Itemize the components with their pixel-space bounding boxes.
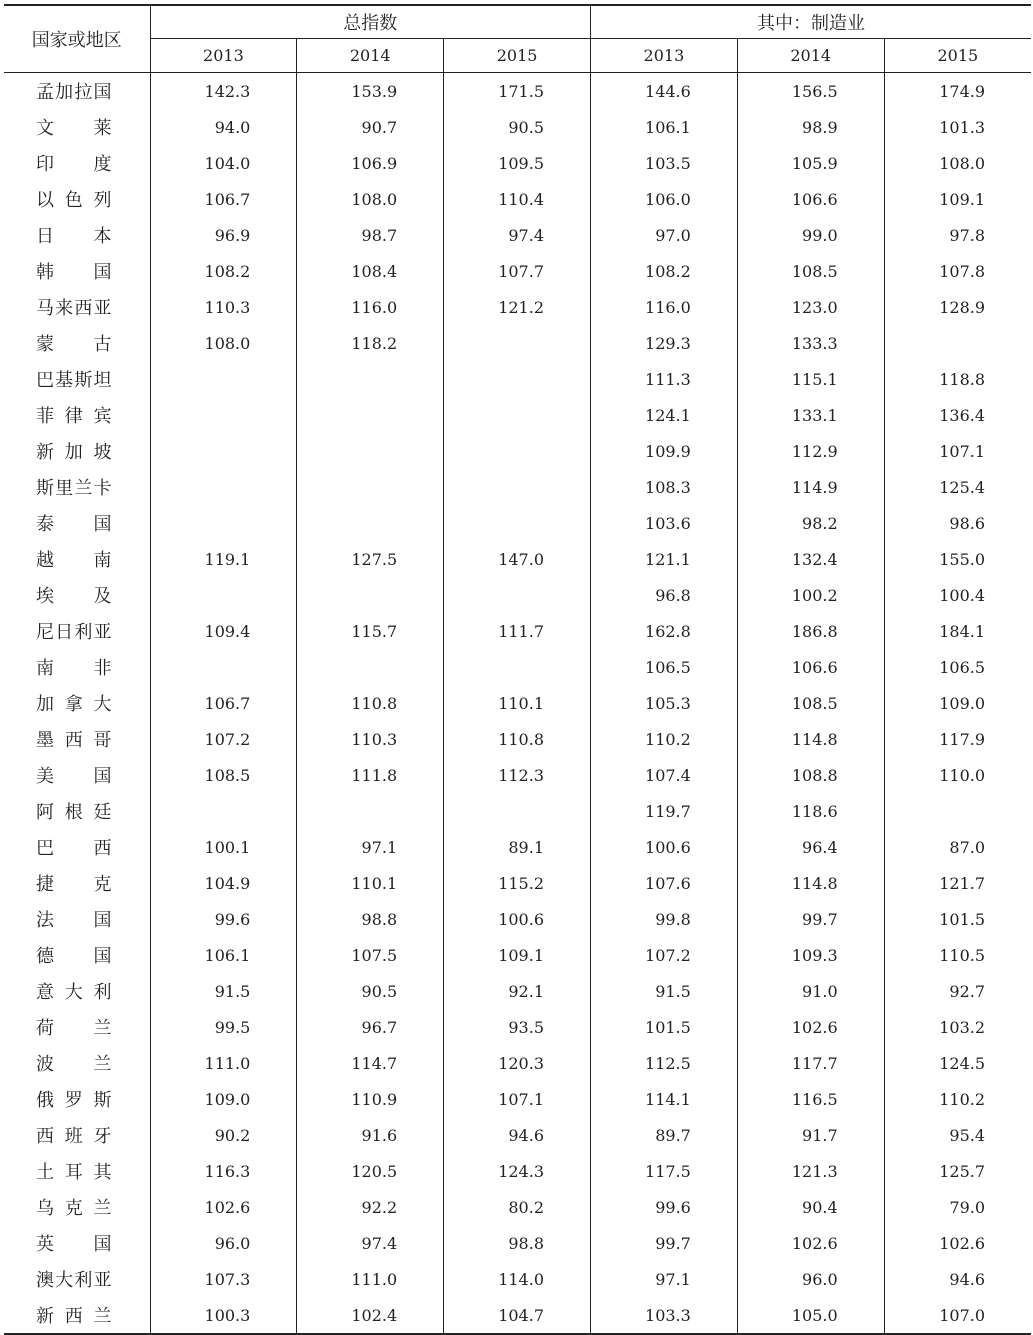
index-value-cell: 108.3 xyxy=(591,469,738,505)
index-value-cell: 96.7 xyxy=(297,1009,444,1045)
header-manufacturing: 其中：制造业 xyxy=(591,5,1032,39)
index-value-cell: 121.2 xyxy=(444,289,591,325)
index-value-cell xyxy=(150,793,297,829)
table-row xyxy=(4,109,1031,145)
index-value-cell: 101.5 xyxy=(939,909,986,929)
table-row xyxy=(4,1261,1031,1297)
country-name: 文莱 xyxy=(4,109,150,145)
index-value-cell: 109.1 xyxy=(939,189,986,209)
index-value-cell xyxy=(297,397,444,433)
index-value-cell: 124.1 xyxy=(591,397,738,433)
index-value-cell: 106.1 xyxy=(591,109,738,145)
index-value-cell xyxy=(444,433,591,469)
index-value-cell: 106.0 xyxy=(591,181,738,217)
index-value-cell: 114.9 xyxy=(737,469,884,505)
index-value-cell: 115.1 xyxy=(737,361,884,397)
country-name: 荷兰 xyxy=(4,1009,150,1045)
index-value-cell: 96.0 xyxy=(737,1261,884,1297)
index-value-cell: 87.0 xyxy=(949,837,986,857)
index-value-cell: 118.2 xyxy=(297,325,444,361)
index-value-cell: 98.2 xyxy=(737,505,884,541)
table-row xyxy=(4,685,1031,721)
index-value-cell xyxy=(297,577,444,613)
index-value-cell: 114.8 xyxy=(737,721,884,757)
country-name: 德国 xyxy=(4,937,150,973)
table-row xyxy=(4,1297,1031,1334)
country-name: 英国 xyxy=(4,1225,150,1261)
index-value-cell: 96.0 xyxy=(150,1225,297,1261)
index-value-cell: 90.7 xyxy=(297,109,444,145)
index-value-cell: 108.5 xyxy=(150,757,297,793)
index-value-cell: 91.5 xyxy=(591,973,738,1009)
index-value-cell: 106.6 xyxy=(737,649,884,685)
index-value-cell: 97.0 xyxy=(591,217,738,253)
header-year-total-2015: 2015 xyxy=(444,39,591,73)
index-value-cell: 99.7 xyxy=(591,1225,738,1261)
country-name: 南非 xyxy=(4,649,150,685)
table-row xyxy=(4,577,1031,613)
country-name: 菲律宾 xyxy=(4,397,150,433)
index-value-cell: 90.2 xyxy=(150,1117,297,1153)
index-value-cell: 91.0 xyxy=(737,973,884,1009)
index-value-cell: 89.7 xyxy=(591,1117,738,1153)
country-name: 西班牙 xyxy=(4,1117,150,1153)
index-value-cell: 115.7 xyxy=(297,613,444,649)
table-header xyxy=(4,5,1031,73)
index-value-cell: 110.5 xyxy=(939,945,986,965)
index-value-cell: 174.9 xyxy=(939,81,986,101)
index-value-cell: 103.2 xyxy=(939,1017,986,1037)
index-value-cell xyxy=(150,505,297,541)
index-value-cell: 117.7 xyxy=(737,1045,884,1081)
table-row xyxy=(4,181,1031,217)
table-row xyxy=(4,1045,1031,1081)
index-value-cell: 144.6 xyxy=(591,73,738,110)
index-value-cell: 100.1 xyxy=(150,829,297,865)
index-value-cell: 110.0 xyxy=(939,765,986,785)
index-value-cell: 102.4 xyxy=(297,1297,444,1334)
country-name: 澳大利亚 xyxy=(4,1261,150,1297)
index-value-cell: 97.4 xyxy=(444,217,591,253)
index-value-cell: 107.2 xyxy=(150,721,297,757)
index-value-cell xyxy=(150,433,297,469)
index-value-cell: 116.5 xyxy=(737,1081,884,1117)
index-value-cell: 107.6 xyxy=(591,865,738,901)
index-value-cell: 186.8 xyxy=(737,613,884,649)
index-value-cell: 97.1 xyxy=(591,1261,738,1297)
country-name: 埃及 xyxy=(4,577,150,613)
index-value-cell xyxy=(444,577,591,613)
index-value-cell xyxy=(150,577,297,613)
index-value-cell: 142.3 xyxy=(150,73,297,110)
table-row xyxy=(4,289,1031,325)
country-name: 斯里兰卡 xyxy=(4,469,150,505)
country-name: 尼日利亚 xyxy=(4,613,150,649)
country-name: 越南 xyxy=(4,541,150,577)
country-name: 泰国 xyxy=(4,505,150,541)
index-value-cell: 121.7 xyxy=(939,873,986,893)
index-value-cell xyxy=(297,469,444,505)
index-value-cell xyxy=(444,325,591,361)
index-value-cell: 109.3 xyxy=(737,937,884,973)
index-value-cell: 99.5 xyxy=(150,1009,297,1045)
index-value-cell: 110.2 xyxy=(939,1089,986,1109)
index-value-cell: 100.2 xyxy=(737,577,884,613)
index-value-cell: 117.9 xyxy=(939,729,986,749)
index-value-cell: 124.5 xyxy=(939,1053,986,1073)
index-value-cell: 124.3 xyxy=(444,1153,591,1189)
table-row xyxy=(4,1189,1031,1225)
index-value-cell: 99.8 xyxy=(591,901,738,937)
index-value-cell: 98.6 xyxy=(949,513,986,533)
index-value-cell: 121.1 xyxy=(591,541,738,577)
index-value-cell xyxy=(884,325,1031,361)
country-name: 以色列 xyxy=(4,181,150,217)
table-row xyxy=(4,937,1031,973)
index-value-cell: 104.0 xyxy=(150,145,297,181)
country-name: 蒙古 xyxy=(4,325,150,361)
index-value-cell: 125.4 xyxy=(939,477,986,497)
table-row xyxy=(4,325,1031,361)
index-value-cell xyxy=(297,649,444,685)
index-value-cell: 109.0 xyxy=(939,693,986,713)
index-value-cell: 147.0 xyxy=(444,541,591,577)
index-value-cell: 102.6 xyxy=(939,1233,986,1253)
index-value-cell: 111.7 xyxy=(444,613,591,649)
index-value-cell: 108.0 xyxy=(150,325,297,361)
index-value-cell: 108.0 xyxy=(297,181,444,217)
table-row xyxy=(4,865,1031,901)
index-value-cell: 108.4 xyxy=(297,253,444,289)
index-value-cell: 106.7 xyxy=(150,685,297,721)
table-row xyxy=(4,541,1031,577)
table-row xyxy=(4,433,1031,469)
index-value-cell xyxy=(444,469,591,505)
index-value-cell: 107.4 xyxy=(591,757,738,793)
country-name: 日本 xyxy=(4,217,150,253)
table-body xyxy=(4,73,1031,1335)
index-value-cell: 110.8 xyxy=(444,721,591,757)
header-year-mfg-2013: 2013 xyxy=(591,39,738,73)
country-name: 美国 xyxy=(4,757,150,793)
index-value-cell: 92.1 xyxy=(444,973,591,1009)
index-value-cell: 120.5 xyxy=(297,1153,444,1189)
index-value-cell: 92.7 xyxy=(949,981,986,1001)
index-value-cell: 110.4 xyxy=(444,181,591,217)
country-name: 新西兰 xyxy=(4,1297,150,1334)
index-value-cell: 184.1 xyxy=(939,621,986,641)
index-value-cell xyxy=(444,505,591,541)
index-value-cell: 110.1 xyxy=(297,865,444,901)
index-value-cell: 116.0 xyxy=(591,289,738,325)
index-value-cell: 108.2 xyxy=(150,253,297,289)
index-value-cell: 114.8 xyxy=(737,865,884,901)
header-year-mfg-2015: 2015 xyxy=(937,46,979,65)
header-year-total-2014: 2014 xyxy=(297,39,444,73)
index-value-cell: 155.0 xyxy=(939,549,986,569)
index-value-cell: 111.3 xyxy=(591,361,738,397)
index-value-cell: 114.0 xyxy=(444,1261,591,1297)
index-value-cell: 111.0 xyxy=(150,1045,297,1081)
index-value-cell: 129.3 xyxy=(591,325,738,361)
index-value-cell: 108.8 xyxy=(737,757,884,793)
index-value-cell: 114.7 xyxy=(297,1045,444,1081)
country-name: 意大利 xyxy=(4,973,150,1009)
table-row xyxy=(4,361,1031,397)
index-value-cell: 133.1 xyxy=(737,397,884,433)
index-value-cell: 115.2 xyxy=(444,865,591,901)
index-value-cell: 102.6 xyxy=(737,1009,884,1045)
country-name: 新加坡 xyxy=(4,433,150,469)
country-name: 巴西 xyxy=(4,829,150,865)
index-value-cell: 102.6 xyxy=(737,1225,884,1261)
index-value-cell: 101.5 xyxy=(591,1009,738,1045)
index-value-cell: 99.6 xyxy=(150,901,297,937)
index-value-cell: 109.5 xyxy=(444,145,591,181)
table-row xyxy=(4,73,1031,110)
index-value-cell: 90.5 xyxy=(444,109,591,145)
country-name: 印度 xyxy=(4,145,150,181)
header-total-index: 总指数 xyxy=(150,5,591,39)
index-value-cell: 110.3 xyxy=(297,721,444,757)
index-value-cell: 95.4 xyxy=(949,1125,986,1145)
index-value-cell: 98.8 xyxy=(297,901,444,937)
table-row xyxy=(4,217,1031,253)
index-value-cell: 120.3 xyxy=(444,1045,591,1081)
index-value-cell xyxy=(150,397,297,433)
index-value-cell: 121.3 xyxy=(737,1153,884,1189)
index-value-cell: 97.8 xyxy=(949,225,986,245)
index-value-cell: 103.6 xyxy=(591,505,738,541)
table-row xyxy=(4,145,1031,181)
table-row xyxy=(4,973,1031,1009)
index-value-cell: 96.9 xyxy=(150,217,297,253)
country-name: 孟加拉国 xyxy=(4,73,150,110)
index-value-cell: 107.3 xyxy=(150,1261,297,1297)
index-value-cell xyxy=(444,649,591,685)
index-value-cell: 92.2 xyxy=(297,1189,444,1225)
table-row xyxy=(4,793,1031,829)
index-value-cell: 80.2 xyxy=(444,1189,591,1225)
table-row xyxy=(4,253,1031,289)
index-value-cell: 106.1 xyxy=(150,937,297,973)
index-value-cell: 111.8 xyxy=(297,757,444,793)
index-value-cell: 107.8 xyxy=(939,261,986,281)
index-value-cell: 108.0 xyxy=(939,153,986,173)
index-value-cell: 94.0 xyxy=(150,109,297,145)
index-value-cell: 96.8 xyxy=(591,577,738,613)
index-value-cell: 96.4 xyxy=(737,829,884,865)
index-value-cell: 100.6 xyxy=(444,901,591,937)
header-year-total-2013: 2013 xyxy=(150,39,297,73)
country-name: 墨西哥 xyxy=(4,721,150,757)
index-value-cell: 106.9 xyxy=(297,145,444,181)
index-value-cell: 118.6 xyxy=(737,793,884,829)
index-value-cell: 91.6 xyxy=(297,1117,444,1153)
index-value-cell: 116.0 xyxy=(297,289,444,325)
index-value-cell: 98.7 xyxy=(297,217,444,253)
table-row xyxy=(4,1153,1031,1189)
country-name: 韩国 xyxy=(4,253,150,289)
index-value-cell: 108.5 xyxy=(737,253,884,289)
index-value-cell: 107.7 xyxy=(444,253,591,289)
index-value-cell: 110.3 xyxy=(150,289,297,325)
index-value-cell: 101.3 xyxy=(939,117,986,137)
index-value-cell: 136.4 xyxy=(939,405,986,425)
index-value-cell: 114.1 xyxy=(591,1081,738,1117)
index-value-cell: 106.7 xyxy=(150,181,297,217)
index-value-cell: 99.7 xyxy=(737,901,884,937)
index-value-cell: 156.5 xyxy=(737,73,884,110)
index-value-cell xyxy=(884,793,1031,829)
index-value-cell: 98.9 xyxy=(737,109,884,145)
index-value-cell: 94.6 xyxy=(949,1269,986,1289)
table-row xyxy=(4,1225,1031,1261)
index-value-cell: 112.3 xyxy=(444,757,591,793)
index-value-cell: 97.4 xyxy=(297,1225,444,1261)
index-value-cell: 90.5 xyxy=(297,973,444,1009)
index-value-cell: 171.5 xyxy=(444,73,591,110)
header-year-mfg-2014: 2014 xyxy=(737,39,884,73)
index-value-cell xyxy=(444,361,591,397)
index-value-cell: 106.6 xyxy=(737,181,884,217)
table-row xyxy=(4,469,1031,505)
index-value-cell: 107.0 xyxy=(884,1297,1031,1334)
index-value-cell: 111.0 xyxy=(297,1261,444,1297)
index-value-cell: 110.9 xyxy=(297,1081,444,1117)
country-name: 马来西亚 xyxy=(4,289,150,325)
index-value-cell: 97.1 xyxy=(297,829,444,865)
index-value-cell: 100.6 xyxy=(591,829,738,865)
index-value-cell: 100.3 xyxy=(150,1297,297,1334)
index-value-cell: 110.2 xyxy=(591,721,738,757)
index-value-cell: 153.9 xyxy=(297,73,444,110)
index-value-cell: 116.3 xyxy=(150,1153,297,1189)
index-value-cell: 99.0 xyxy=(737,217,884,253)
table-row xyxy=(4,505,1031,541)
index-value-cell: 109.1 xyxy=(444,937,591,973)
country-name: 土耳其 xyxy=(4,1153,150,1189)
index-value-cell: 94.6 xyxy=(444,1117,591,1153)
index-value-cell: 105.0 xyxy=(737,1297,884,1334)
table-row xyxy=(4,397,1031,433)
index-value-cell: 108.5 xyxy=(737,685,884,721)
index-value-cell: 123.0 xyxy=(737,289,884,325)
table-row xyxy=(4,1117,1031,1153)
index-value-cell xyxy=(444,397,591,433)
index-value-cell xyxy=(150,361,297,397)
index-value-cell: 109.0 xyxy=(150,1081,297,1117)
index-value-cell: 89.1 xyxy=(444,829,591,865)
table-row xyxy=(4,649,1031,685)
index-value-cell: 105.9 xyxy=(737,145,884,181)
data-table-sheet xyxy=(4,4,1031,1335)
index-value-cell: 90.4 xyxy=(737,1189,884,1225)
table-row xyxy=(4,613,1031,649)
index-value-cell: 100.4 xyxy=(939,585,986,605)
country-name: 波兰 xyxy=(4,1045,150,1081)
index-value-cell: 107.5 xyxy=(297,937,444,973)
index-value-cell: 127.5 xyxy=(297,541,444,577)
index-value-cell: 107.1 xyxy=(939,441,986,461)
table-row xyxy=(4,1081,1031,1117)
index-value-cell: 128.9 xyxy=(939,297,986,317)
index-value-cell: 125.7 xyxy=(939,1161,986,1181)
index-value-cell xyxy=(297,361,444,397)
country-name: 加拿大 xyxy=(4,685,150,721)
index-value-cell: 105.3 xyxy=(591,685,738,721)
index-value-cell: 108.2 xyxy=(591,253,738,289)
index-value-cell xyxy=(444,793,591,829)
index-value-cell: 91.7 xyxy=(737,1117,884,1153)
index-value-cell: 112.9 xyxy=(737,433,884,469)
table-row xyxy=(4,1009,1031,1045)
index-value-cell: 103.3 xyxy=(591,1297,738,1334)
index-value-cell xyxy=(150,469,297,505)
index-value-cell: 91.5 xyxy=(150,973,297,1009)
index-value-cell: 103.5 xyxy=(591,145,738,181)
table-row xyxy=(4,829,1031,865)
index-value-cell: 119.7 xyxy=(591,793,738,829)
table-row xyxy=(4,757,1031,793)
country-name: 俄罗斯 xyxy=(4,1081,150,1117)
index-value-cell: 102.6 xyxy=(150,1189,297,1225)
index-value-cell: 79.0 xyxy=(949,1197,986,1217)
header-country-region: 国家或地区 xyxy=(4,5,150,73)
index-value-cell: 106.5 xyxy=(591,649,738,685)
index-value-cell: 117.5 xyxy=(591,1153,738,1189)
country-name: 捷克 xyxy=(4,865,150,901)
index-value-cell: 162.8 xyxy=(591,613,738,649)
index-value-cell: 109.4 xyxy=(150,613,297,649)
index-value-cell: 93.5 xyxy=(444,1009,591,1045)
index-value-cell: 132.4 xyxy=(737,541,884,577)
index-value-cell: 133.3 xyxy=(737,325,884,361)
index-value-cell: 109.9 xyxy=(591,433,738,469)
index-value-cell: 98.8 xyxy=(444,1225,591,1261)
table-row xyxy=(4,901,1031,937)
index-value-cell: 118.8 xyxy=(939,369,986,389)
index-value-cell: 107.1 xyxy=(444,1081,591,1117)
index-value-cell xyxy=(297,505,444,541)
index-value-cell: 99.6 xyxy=(591,1189,738,1225)
index-value-cell: 106.5 xyxy=(939,657,986,677)
index-value-cell xyxy=(150,649,297,685)
country-name: 巴基斯坦 xyxy=(4,361,150,397)
country-name: 阿根廷 xyxy=(4,793,150,829)
index-value-cell: 119.1 xyxy=(150,541,297,577)
index-value-cell: 110.1 xyxy=(444,685,591,721)
index-value-cell: 107.2 xyxy=(591,937,738,973)
index-value-cell: 104.7 xyxy=(444,1297,591,1334)
index-value-cell: 110.8 xyxy=(297,685,444,721)
country-name: 乌克兰 xyxy=(4,1189,150,1225)
index-value-cell: 104.9 xyxy=(150,865,297,901)
index-value-cell xyxy=(297,433,444,469)
index-value-cell: 112.5 xyxy=(591,1045,738,1081)
index-value-cell xyxy=(297,793,444,829)
table-row xyxy=(4,721,1031,757)
industrial-index-table xyxy=(4,4,1031,1335)
country-name: 法国 xyxy=(4,901,150,937)
